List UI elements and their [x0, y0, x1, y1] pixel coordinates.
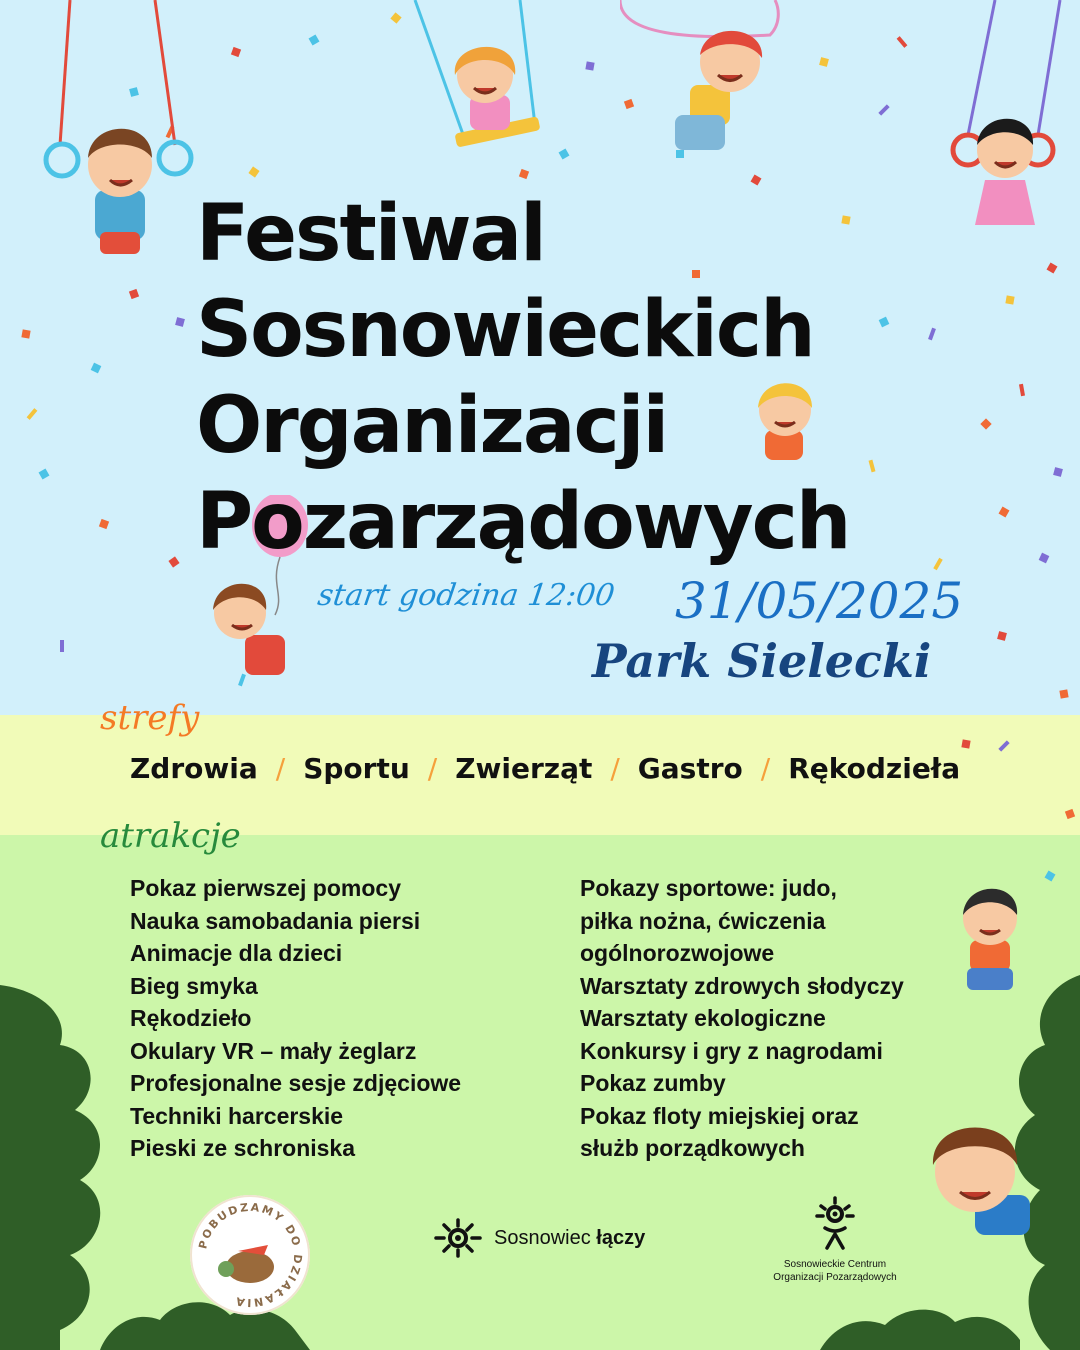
attractions-label: atrakcje — [100, 816, 241, 856]
centrum-name-line: Organizacji Pozarządowych — [773, 1272, 897, 1283]
girl-on-rings-icon — [940, 0, 1080, 250]
title-line: Sosnowieckich — [196, 285, 814, 375]
list-item: piłka nożna, ćwiczenia — [580, 907, 826, 934]
zone-separator: / — [610, 752, 620, 785]
sun-person-icon — [430, 1218, 486, 1258]
event-date: 31/05/2025 — [675, 572, 964, 630]
list-item: Animacje dla dzieci — [130, 940, 343, 966]
sosnowiec-logo-text: Sosnowiec łączy — [494, 1226, 646, 1249]
confetti-icon — [1059, 689, 1068, 698]
centrum-name-line: Sosnowieckie Centrum — [783, 1259, 887, 1270]
zones-label: strefy — [100, 698, 200, 738]
child-on-rings-icon — [40, 0, 200, 280]
list-item: Nauka samobadania piersi — [130, 907, 421, 934]
zone-item: Zwierząt — [455, 752, 593, 785]
confetti-icon — [21, 329, 30, 338]
svg-text:POBUDZAMY DO DZIAŁANIA: POBUDZAMY DO DZIAŁANIA — [196, 1200, 305, 1310]
list-item: służb porządkowych — [580, 1135, 805, 1161]
festival-title — [196, 186, 849, 570]
confetti-icon — [585, 61, 594, 70]
list-item: Pokaz zumby — [580, 1070, 726, 1096]
title-line: Festiwal — [196, 189, 545, 279]
zone-separator: / — [427, 752, 438, 785]
start-time: start godzina 12:00 — [315, 578, 617, 613]
zone-item: Gastro — [637, 752, 743, 785]
list-item: Okulary VR – mały żeglarz — [130, 1037, 417, 1064]
event-place: Park Sielecki — [592, 634, 932, 688]
list-item: Pokaz floty miejskiej oraz — [580, 1102, 859, 1129]
attractions-left-list — [130, 872, 461, 1165]
zones-list — [130, 752, 960, 785]
zone-item: Sportu — [303, 752, 410, 785]
list-item: Konkursy i gry z nagrodami — [580, 1037, 883, 1064]
zone-separator: / — [275, 752, 286, 785]
list-item: Profesjonalne sesje zdjęciowe — [130, 1070, 462, 1096]
sosnowieckie-centrum-logo — [760, 1196, 910, 1284]
list-item: ogólnorozwojowe — [580, 940, 775, 966]
zone-separator: / — [760, 752, 771, 785]
sun-person-icon — [807, 1196, 863, 1252]
zone-item: Zdrowia — [130, 752, 258, 785]
girl-on-swing-icon — [400, 0, 550, 170]
zone-item: Rękodzieła — [788, 752, 961, 785]
list-item: Techniki harcerskie — [130, 1102, 344, 1129]
list-item: Bieg smyka — [130, 972, 258, 999]
title-line: Pozarządowych — [196, 477, 850, 567]
confetti-icon — [1005, 295, 1014, 304]
boy-on-swing-icon — [620, 0, 790, 160]
list-item: Pieski ze schroniska — [130, 1135, 356, 1161]
sosnowiec-laczy-logo — [430, 1218, 645, 1258]
list-item: Pokazy sportowe: judo, — [580, 875, 837, 901]
confetti-icon — [961, 739, 970, 748]
list-item: Pokaz pierwszej pomocy — [130, 875, 401, 901]
list-item: Warsztaty zdrowych słodyczy — [580, 972, 904, 999]
turtle-logo-icon — [190, 1195, 310, 1315]
boy-waving-icon — [915, 1110, 1035, 1240]
hedge-bottom-right-icon — [820, 1300, 1020, 1350]
confetti-icon — [60, 640, 64, 652]
list-item: Rękodzieło — [130, 1005, 252, 1031]
attractions-right-list — [580, 872, 904, 1165]
list-item: Warsztaty ekologiczne — [580, 1005, 826, 1031]
title-line: Organizacji — [196, 381, 668, 471]
turtle-logo — [190, 1195, 310, 1315]
boy-jumping-icon — [945, 870, 1035, 1000]
